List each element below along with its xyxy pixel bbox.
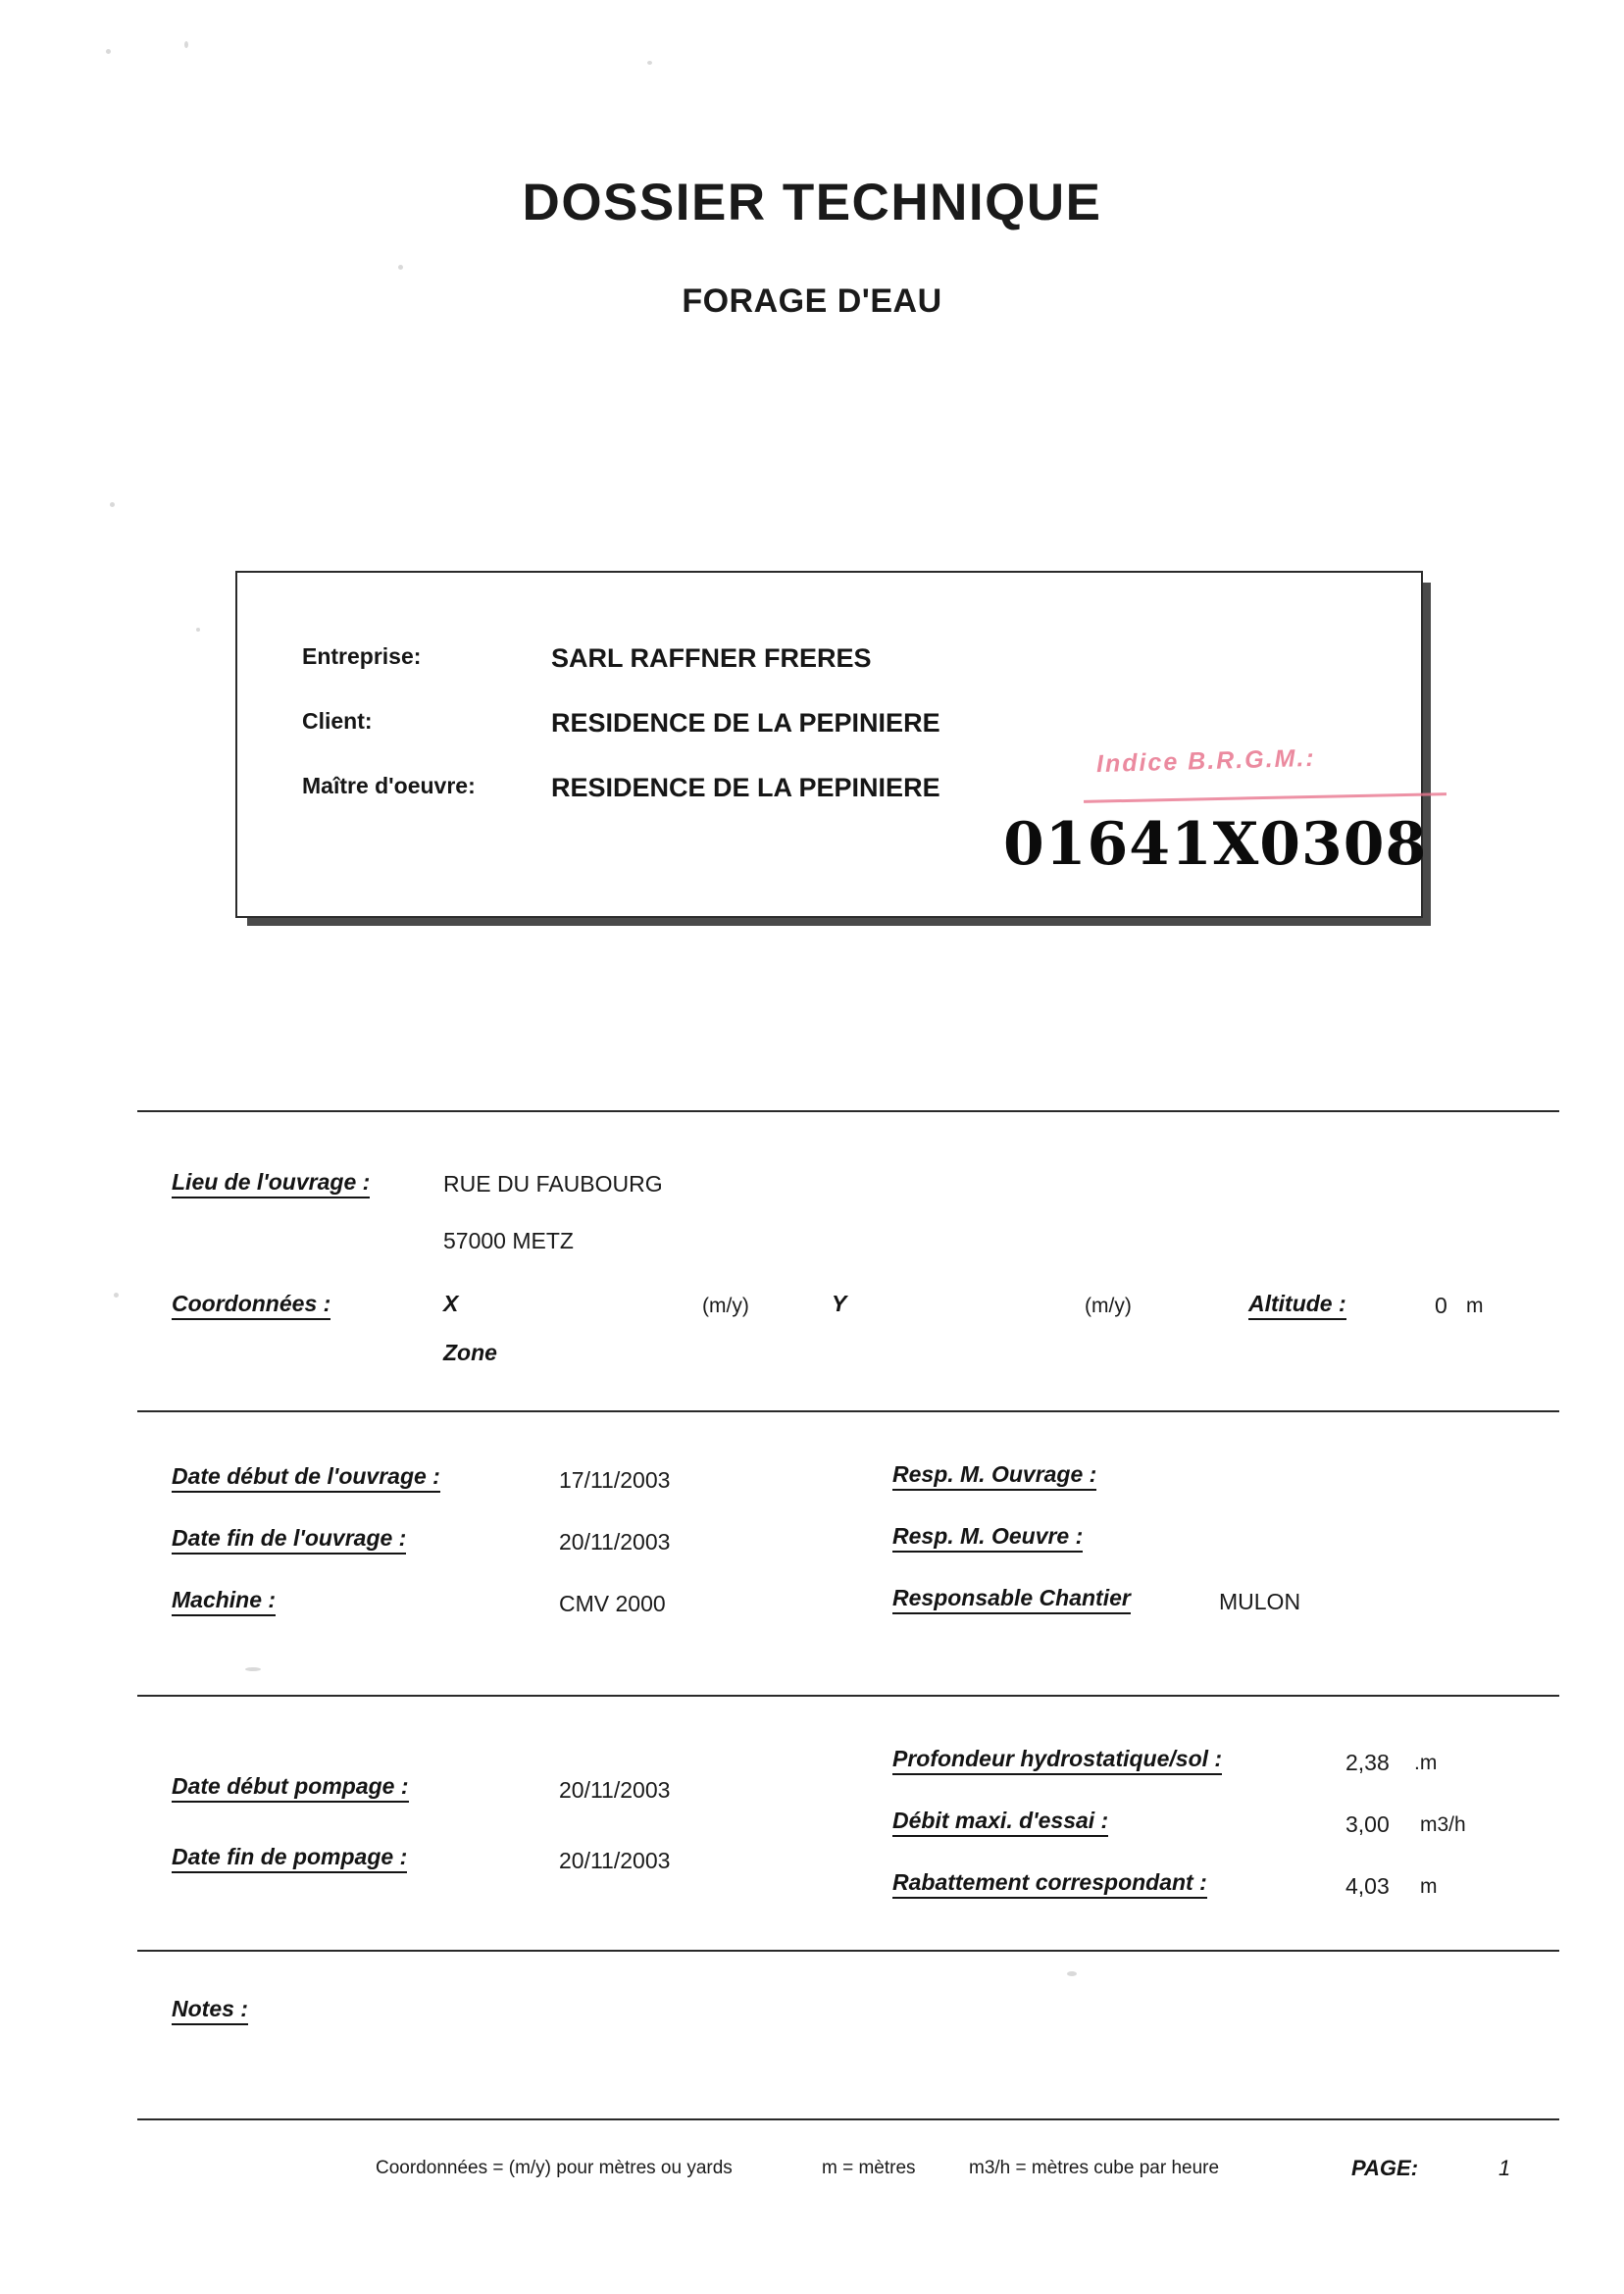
- maitre-oeuvre-label: Maître d'oeuvre:: [302, 773, 476, 798]
- date-debut-ouvrage-label: Date début de l'ouvrage :: [172, 1463, 440, 1493]
- coordonnees-x-unit: (m/y): [702, 1295, 749, 1317]
- scan-speck: [196, 628, 200, 632]
- date-fin-ouvrage-value: 20/11/2003: [559, 1529, 671, 1555]
- entreprise-value: SARL RAFFNER FRERES: [551, 643, 872, 673]
- debit-maxi-label: Débit maxi. d'essai :: [892, 1808, 1108, 1837]
- profondeur-hydrostatique-label: Profondeur hydrostatique/sol :: [892, 1746, 1222, 1775]
- section-divider: [137, 1110, 1559, 1112]
- rabattement-unit: m: [1420, 1875, 1438, 1898]
- coordonnees-zone-marker: Zone: [443, 1340, 497, 1365]
- coordonnees-x-marker: X: [443, 1291, 459, 1316]
- page-title: DOSSIER TECHNIQUE: [522, 174, 1102, 231]
- section-divider: [137, 1695, 1559, 1697]
- machine-label: Machine :: [172, 1587, 276, 1616]
- scan-speck: [106, 49, 111, 54]
- client-label: Client:: [302, 708, 373, 734]
- footer-legend-coordinates: Coordonnées = (m/y) pour mètres ou yards: [376, 2158, 733, 2178]
- coordonnees-y-marker: Y: [832, 1291, 847, 1316]
- date-debut-ouvrage-value: 17/11/2003: [559, 1467, 671, 1493]
- scan-speck: [398, 265, 403, 270]
- party-row: [237, 643, 1421, 683]
- section-divider: [137, 1950, 1559, 1952]
- rabattement-value: 4,03: [1345, 1873, 1390, 1899]
- debit-maxi-unit: m3/h: [1420, 1813, 1466, 1836]
- client-value: RESIDENCE DE LA PEPINIERE: [551, 708, 940, 738]
- party-row: [237, 773, 1421, 812]
- date-fin-pompage-label: Date fin de pompage :: [172, 1844, 407, 1873]
- scan-speck: [110, 502, 115, 507]
- altitude-unit: m: [1466, 1295, 1484, 1317]
- debit-maxi-value: 3,00: [1345, 1811, 1390, 1837]
- maitre-oeuvre-value: RESIDENCE DE LA PEPINIERE: [551, 773, 940, 802]
- coordonnees-label: Coordonnées :: [172, 1291, 330, 1320]
- entreprise-label: Entreprise:: [302, 643, 422, 669]
- lieu-ouvrage-line1: RUE DU FAUBOURG: [443, 1171, 663, 1197]
- scan-speck: [647, 61, 652, 65]
- lieu-ouvrage-line2: 57000 METZ: [443, 1228, 574, 1253]
- date-fin-pompage-value: 20/11/2003: [559, 1848, 671, 1873]
- footer-divider: [137, 2118, 1559, 2120]
- scan-speck: [184, 41, 188, 48]
- scan-speck: [114, 1293, 119, 1298]
- brgm-stamp-label: Indice B.R.G.M.:: [1095, 743, 1317, 779]
- lieu-ouvrage-label: Lieu de l'ouvrage :: [172, 1169, 370, 1198]
- party-row: [237, 708, 1421, 747]
- altitude-value: 0: [1435, 1293, 1447, 1318]
- rabattement-label: Rabattement correspondant :: [892, 1869, 1207, 1899]
- date-debut-pompage-label: Date début pompage :: [172, 1773, 409, 1803]
- profondeur-hydrostatique-unit: .m: [1414, 1752, 1438, 1774]
- footer-page-number: 1: [1498, 2156, 1511, 2180]
- responsable-chantier-value: MULON: [1219, 1589, 1301, 1614]
- scan-speck: [245, 1667, 261, 1671]
- coordonnees-y-unit: (m/y): [1085, 1295, 1132, 1317]
- resp-maitre-ouvrage-label: Resp. M. Ouvrage :: [892, 1461, 1096, 1491]
- brgm-index-number: 01641X0308: [1003, 810, 1428, 879]
- footer-page-label: PAGE:: [1351, 2156, 1419, 2180]
- machine-value: CMV 2000: [559, 1591, 666, 1616]
- notes-label: Notes :: [172, 1996, 248, 2025]
- footer-legend-m3h: m3/h = mètres cube par heure: [969, 2158, 1220, 2178]
- page-subtitle: FORAGE D'EAU: [682, 282, 942, 320]
- scan-speck: [1067, 1971, 1077, 1976]
- footer-legend-metres: m = mètres: [822, 2158, 916, 2178]
- profondeur-hydrostatique-value: 2,38: [1345, 1750, 1390, 1775]
- resp-maitre-oeuvre-label: Resp. M. Oeuvre :: [892, 1523, 1083, 1553]
- altitude-label: Altitude :: [1248, 1291, 1346, 1320]
- section-divider: [137, 1410, 1559, 1412]
- date-fin-ouvrage-label: Date fin de l'ouvrage :: [172, 1525, 406, 1555]
- date-debut-pompage-value: 20/11/2003: [559, 1777, 671, 1803]
- responsable-chantier-label: Responsable Chantier: [892, 1585, 1131, 1614]
